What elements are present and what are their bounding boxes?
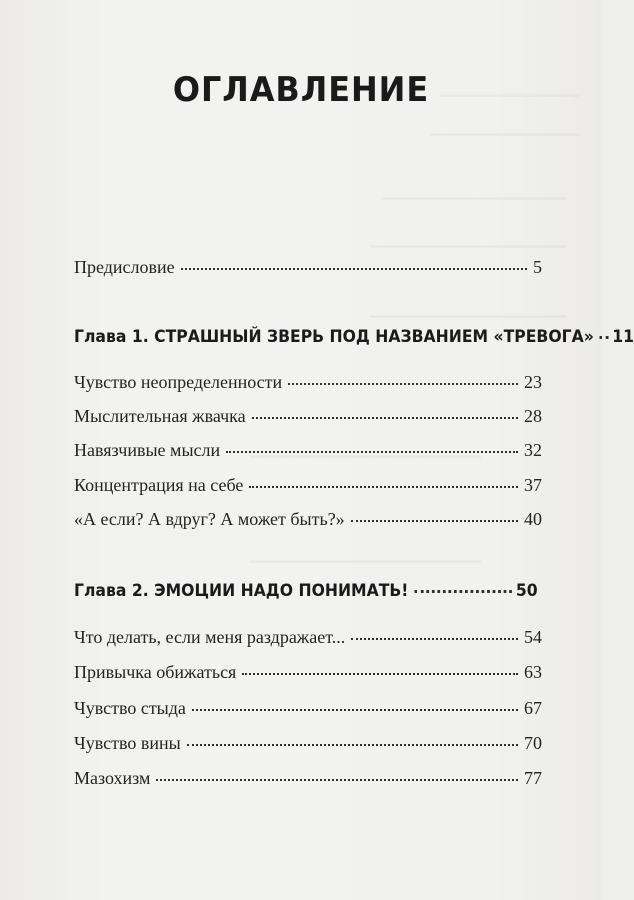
- dot-leader: [242, 673, 518, 675]
- toc-page-number: 5: [533, 257, 542, 277]
- dot-leader: [351, 638, 518, 640]
- dot-leader: [156, 779, 518, 781]
- dot-leader: [599, 336, 608, 339]
- toc-page-number: 77: [524, 768, 542, 788]
- toc-entry-label: Навязчивые мысли: [74, 440, 221, 460]
- toc-page-number: 32: [524, 440, 542, 460]
- toc-entry-preface[interactable]: [74, 257, 542, 278]
- toc-page-number: 70: [524, 733, 542, 753]
- toc-entry-label: Чувство вины: [74, 733, 181, 753]
- toc-page-number: 67: [524, 698, 542, 718]
- toc-entry-resentment[interactable]: [74, 662, 542, 683]
- toc-chapter-1[interactable]: [74, 327, 634, 347]
- toc-entry-label: Мазохизм: [74, 768, 151, 788]
- toc-page-number: 40: [524, 509, 542, 529]
- toc-entry-irritation[interactable]: [74, 627, 542, 648]
- toc-entry-label: «А если? А вдруг? А может быть?»: [74, 509, 345, 529]
- toc-entry-label: Концентрация на себе: [74, 475, 244, 495]
- dot-leader: [192, 709, 518, 711]
- toc-entry-guilt[interactable]: [74, 733, 542, 754]
- toc-page-number: 50: [515, 581, 538, 601]
- toc-page-number: 63: [524, 662, 542, 682]
- toc-entry-label: Что делать, если меня раздражает...: [74, 627, 346, 647]
- toc-page-number: 37: [524, 475, 542, 495]
- toc-entry-self-focus[interactable]: [74, 475, 542, 496]
- toc-chapter-2[interactable]: [74, 581, 538, 601]
- dot-leader: [187, 744, 518, 746]
- toc-chapter-label: Глава 2. ЭМОЦИИ НАДО ПОНИМАТЬ!: [74, 581, 409, 601]
- toc-entry-label: Мыслительная жвачка: [74, 406, 246, 426]
- dot-leader: [181, 268, 527, 270]
- toc-entry-shame[interactable]: [74, 698, 542, 719]
- toc-entry-label: Привычка обижаться: [74, 662, 237, 682]
- toc-entry-obsessive-thoughts[interactable]: [74, 440, 542, 461]
- toc-entry-label: Чувство стыда: [74, 698, 186, 718]
- dot-leader: [226, 451, 518, 453]
- page-title: ОГЛАВЛЕНИЕ: [172, 70, 430, 110]
- dot-leader: [288, 383, 518, 385]
- dot-leader: [249, 486, 518, 488]
- dot-leader: [252, 417, 518, 419]
- toc-page-number: 54: [524, 627, 542, 647]
- toc-chapter-label: Глава 1. СТРАШНЫЙ ЗВЕРЬ ПОД НАЗВАНИЕМ «ТРЕВОГА»: [74, 327, 594, 347]
- toc-entry-uncertainty[interactable]: [74, 372, 542, 393]
- toc-entry-what-if[interactable]: [74, 509, 542, 530]
- toc-page-number: 11: [612, 327, 634, 347]
- toc-entry-label: Чувство неопределенности: [74, 372, 283, 392]
- dot-leader: [414, 590, 512, 593]
- toc-page-number: 23: [524, 372, 542, 392]
- toc-entry-rumination[interactable]: [74, 406, 542, 427]
- dot-leader: [351, 520, 518, 522]
- toc-page-number: 28: [524, 406, 542, 426]
- toc-entry-masochism[interactable]: [74, 768, 542, 789]
- toc-entry-label: Предисловие: [74, 257, 175, 277]
